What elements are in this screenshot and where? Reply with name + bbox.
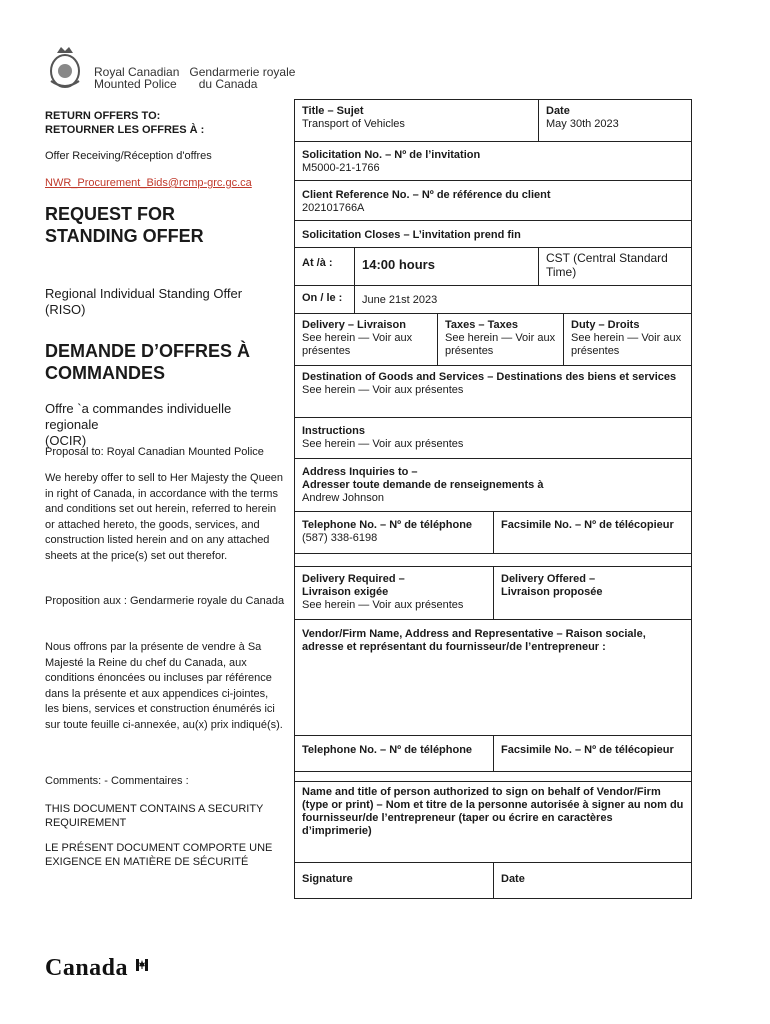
delivery-value: See herein — Voir aux présentes — [302, 332, 413, 357]
offer-fr: Nous offrons par la présente de vendre à Sa Majesté la Reine du chef du Canada, aux conditions énoncées ou incluses par référence dans la présente et aux appendices ci-jointes, les biens, services et construction énumérés ici sur toute feuille ci-annexée, au(x) prix indiqué(s). — [45, 641, 283, 731]
security-en: THIS DOCUMENT CONTAINS A SECURITY REQUIREMENT — [45, 803, 264, 829]
on-value: June 21st 2023 — [354, 286, 691, 313]
email-link[interactable]: NWR_Procurement_Bids@rcmp-grc.gc.ca — [45, 177, 252, 189]
rcmp-crest-icon — [45, 45, 85, 91]
offer-form — [294, 99, 692, 899]
spacer-row — [295, 554, 691, 567]
date-cell: Date May 30th 2023 — [538, 100, 691, 141]
destination-row: Destination of Goods and Services – Destinations des biens et services See herein — Voir aux présentes — [295, 366, 691, 418]
solicitation-value: M5000-21-1766 — [302, 162, 380, 174]
proposition-fr: Proposition aux : Gendarmerie royale du Canada — [45, 595, 285, 607]
name-title-row[interactable]: Name and title of person authorized to sign on behalf of Vendor/Firm (type or print) – Nom et titre de la personne autorisée à signer au nom du fournisseur/de l’entrepreneur (taper ou écrire en caractères d’imprimerie) — [295, 782, 691, 863]
solicitation-row: Solicitation No. – Nº de l’invitation M5000-21-1766 — [295, 142, 691, 181]
org-fr-line1: Gendarmerie royale — [189, 65, 296, 79]
signature-field[interactable]: Signature — [302, 873, 353, 885]
signature-date-field[interactable]: Date — [493, 863, 691, 898]
org-name — [94, 66, 305, 90]
delivery-row: Delivery – Livraison See herein — Voir aux présentes Taxes – Taxes See herein — Voir aux présentes Duty – Droits See herein — Voir aux présentes — [295, 314, 691, 366]
canada-wordmark: Canada — [45, 955, 148, 982]
destination-value: See herein — Voir aux présentes — [302, 384, 464, 396]
address-row: Address Inquiries to – Adresser toute demande de renseignements à Andrew Johnson — [295, 459, 691, 512]
duty-value: See herein — Voir aux présentes — [571, 332, 682, 357]
client-ref-value: 202101766A — [302, 202, 365, 214]
tel2-row[interactable]: Telephone No. – Nº de téléphone Facsimile No. – Nº de télécopieur — [295, 736, 691, 772]
instructions-row: Instructions See herein — Voir aux présentes — [295, 418, 691, 459]
spacer2-row — [295, 772, 691, 782]
title-fr: DEMANDE D’OFFRES À COMMANDES — [45, 341, 251, 383]
org-en-line1: Royal Canadian — [94, 65, 180, 79]
return-offers — [45, 109, 285, 137]
ocir: Offre `a commandes individuelle regionale (OCIR) — [45, 401, 232, 448]
tel-row: Telephone No. – Nº de téléphone (587) 338-6198 Facsimile No. – Nº de télécopieur — [295, 512, 691, 554]
offer-en: We hereby offer to sell to Her Majesty the Queen in right of Canada, in accordance with the terms and conditions set out herein, referred to herein or attached hereto, the goods, services, and construction listed herein and on any attached sheets at the price(s) set out therefor. — [45, 472, 284, 562]
org-en-line2: Mounted Police — [94, 77, 177, 91]
title-value: Transport of Vehicles — [302, 118, 405, 130]
tz-value: CST (Central Standard Time) — [538, 248, 691, 285]
title-en: REQUEST FOR STANDING OFFER — [45, 204, 204, 246]
client-ref-row: Client Reference No. – Nº de référence du client 202101766A — [295, 181, 691, 221]
offer-receiving: Offer Receiving/Réception d'offres — [45, 150, 212, 162]
closes-row: Solicitation Closes – L’invitation prend fin — [295, 221, 691, 248]
time-value: 14:00 hours — [354, 248, 538, 285]
return-en: RETURN OFFERS TO: — [45, 110, 161, 122]
title-cell: Title – Sujet Transport of Vehicles — [295, 100, 538, 141]
comments-label: Comments: - Commentaires : — [45, 775, 189, 787]
deliv-req-value: See herein — Voir aux présentes — [302, 599, 464, 611]
org-fr-line2: du Canada — [198, 77, 258, 91]
security-fr: LE PRÉSENT DOCUMENT COMPORTE UNE EXIGENCE EN MATIÈRE DE SÉCURITÉ — [45, 842, 273, 868]
canada-flag-icon — [136, 959, 148, 971]
title-row — [295, 100, 691, 142]
on-row: On / le : June 21st 2023 — [295, 286, 691, 314]
delivery-req-row: Delivery Required – Livraison exigée See herein — Voir aux présentes Delivery Offered – Livraison proposée — [295, 567, 691, 620]
vendor-row[interactable]: Vendor/Firm Name, Address and Representative – Raison sociale, adresse et représentant du fournisseur/de l’entrepreneur : — [295, 620, 691, 736]
proposal-to: Proposal to: Royal Canadian Mounted Police — [45, 446, 264, 458]
instructions-value: See herein — Voir aux présentes — [302, 438, 464, 450]
taxes-value: See herein — Voir aux présentes — [445, 332, 556, 357]
signature-row[interactable] — [295, 863, 691, 898]
address-value: Andrew Johnson — [302, 492, 384, 504]
tel-value: (587) 338-6198 — [302, 532, 378, 544]
date-value: May 30th 2023 — [546, 118, 619, 130]
at-row: At /à : 14:00 hours CST (Central Standard Time) — [295, 248, 691, 286]
return-fr: RETOURNER LES OFFRES À : — [45, 124, 205, 136]
riso: Regional Individual Standing Offer (RISO) — [45, 286, 243, 317]
